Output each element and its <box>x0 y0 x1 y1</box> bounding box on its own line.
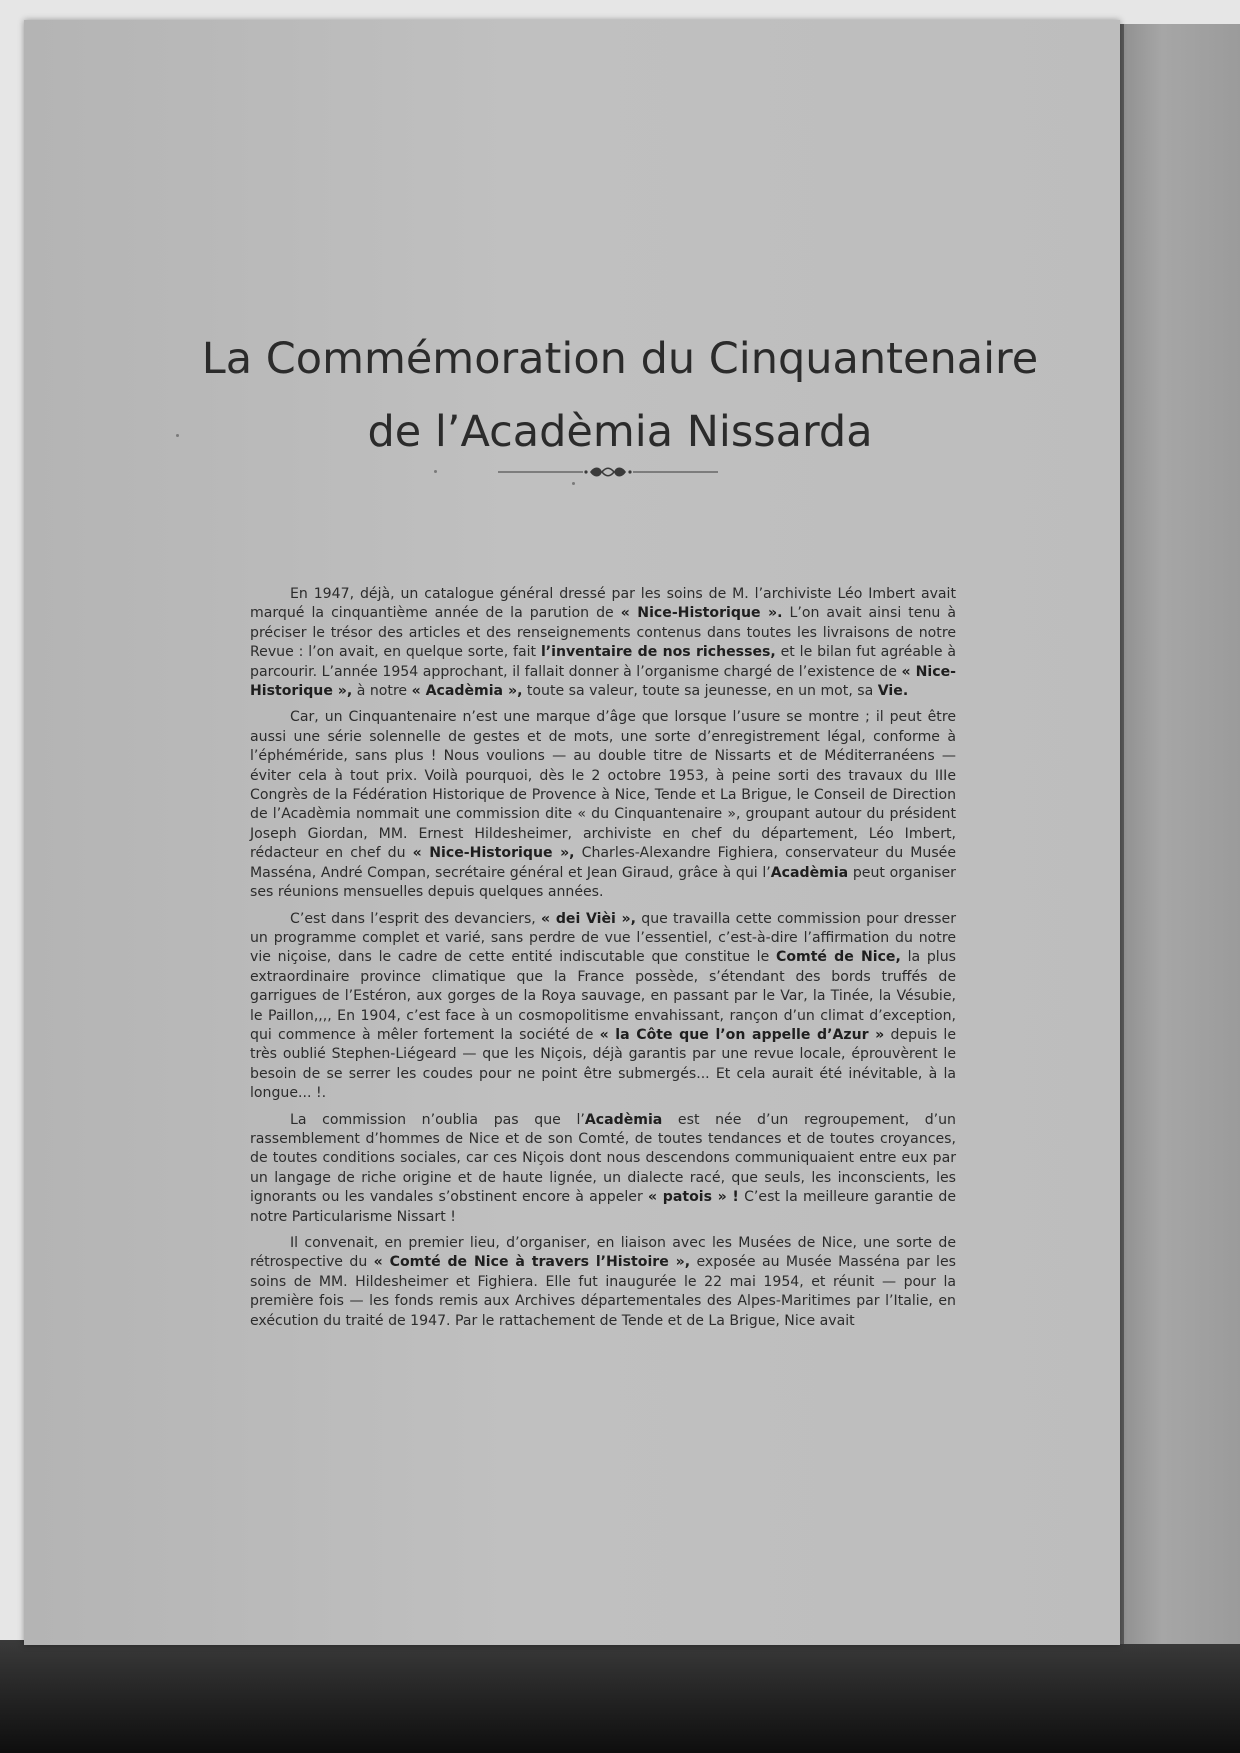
emphasis-text: « la Côte que l’on appelle d’Azur » <box>599 1026 885 1043</box>
body-text-run: à notre <box>352 683 412 700</box>
emphasis-text: « Nice-Historique », <box>412 845 575 862</box>
body-text-run: Il convenait, en premier lieu, d’organiser, en liaison avec les Musées de Nice, une sorte de rétrospective du <box>250 1235 956 1271</box>
paragraph-3 <box>250 910 956 1104</box>
body-text-run: toute sa valeur, toute sa jeunesse, en un mot, sa <box>522 683 878 700</box>
adjacent-page-edge <box>1120 24 1240 1644</box>
body-text-run: peut organiser ses réunions mensuelles depuis quelques années. <box>250 864 956 901</box>
body-text-run: et le bilan fut agréable à parcourir. L’année 1954 approchant, il fallait donner à l’organisme chargé de l’existence de <box>250 644 956 680</box>
body-text-run: Charles-Alexandre Fighiera, conservateur du Musée Masséna, André Compan, secrétaire général et Jean Giraud, grâce à qui l’ <box>250 845 957 881</box>
body-text-run: exposée au Musée Masséna par les soins de MM. Hildesheimer et Fighiera. Elle fut inaugurée le 22 mai 1954, et réunit — pour la première fois — les fonds remis aux Archives départementales des Alpes-Maritimes par l’Italie, en exécution du traité de 1947. Par le rattachement de Tende et de La Brigue, Nice avait <box>250 1254 956 1329</box>
emphasis-text: « patois » ! <box>647 1189 739 1206</box>
paper-speck <box>434 470 437 473</box>
body-text-run: C’est la meilleure garantie de notre Particularisme Nissart ! <box>250 1189 956 1225</box>
article-body <box>250 585 956 1338</box>
title-line-1: La Commémoration du Cinquantenaire <box>201 334 1039 384</box>
paragraph-4 <box>250 1111 956 1227</box>
body-text-run: La commission n’oublia pas que l’ <box>290 1111 585 1128</box>
body-text-run: que travailla cette commission pour dresser un programme complet et varié, sans perdre de vue l’essentiel, c’est-à-dire l’affirmation du notre vie niçoise, dans le cadre de cette entité indiscutable que constitue le <box>250 910 956 966</box>
paper-speck <box>572 482 575 485</box>
body-text-run: En 1947, déjà, un catalogue général dressé par les soins de M. l’archiviste Léo Imbert avait marqué la cinquantième année de la parution de <box>250 586 956 622</box>
emphasis-text: l’inventaire de nos richesses, <box>540 644 776 661</box>
body-text-run: L’on avait ainsi tenu à préciser le trésor des articles et des renseignements contenus dans toutes les livraisons de notre Revue : l’on avait, en quelque sorte, fait <box>250 605 956 661</box>
emphasis-text: Acadèmia <box>770 864 849 881</box>
emphasis-text: « Comté de Nice à travers l’Histoire », <box>373 1254 691 1271</box>
body-text-run: depuis le très oublié Stephen-Liégeard — que les Niçois, déjà garantis par une revue locale, éprouvèrent le besoin de se serrer les coudes pour ne point être submergés... Et cela aurait été inévitable, à la longue... !. <box>250 1026 956 1102</box>
emphasis-text: « Acadèmia », <box>411 683 523 700</box>
body-text-run: est née d’un regroupement, d’un rassemblement d’hommes de Nice et de son Comté, de toutes tendances et de toutes croyances, de toutes conditions sociales, car ces Niçois dont nous descendons communiquaient entre eux par un langage de riche origine et de haute lignée, un dialecte racé, que seuls, les inconscients, les ignorants ou les vandales s’obstinent encore à appeler <box>250 1111 956 1206</box>
decorative-rule-icon <box>498 464 718 480</box>
emphasis-text: « Nice-Historique », <box>250 663 956 700</box>
body-text-run: C’est dans l’esprit des devanciers, <box>290 910 542 927</box>
emphasis-text: « Nice-Historique ». <box>620 605 783 622</box>
body-text-run: la plus extraordinaire province climatique que la France possède, s’étendant des bords truffés de garrigues de l’Estéron, aux gorges de la Roya sauvage, en passant par le Var, la Tinée, la Vésubie, le Paillon,,,, En 1904, c’est face à un cosmopolitisme envahissant, rançon d’un climat d’exception, qui commence à mêler fortement la société de <box>250 949 956 1043</box>
body-text-run: Car, un Cinquantenaire n’est une marque d’âge que lorsque l’usure se montre ; il peut être aussi une série solennelle de gestes et de mots, une sorte d’enregistrement légal, conforme à l’éphéméride, sans plus ! Nous voulions — au double titre de Nissarts et de Méditerranéens — éviter cela à tout prix. Voilà pourquoi, dès le 2 octobre 1953, à peine sorti des travaux du IIIe Congrès de la Fédération Historique de Provence à Nice, Tende et La Brigue, le Conseil de Direction de l’Acadèmia nommait une commission dite « du Cinquantenaire », groupant autour du président Joseph Giordan, MM. Ernest Hildesheimer, archiviste en chef du département, Léo Imbert, rédacteur en chef du <box>250 709 956 862</box>
emphasis-text: Comté de Nice, <box>775 949 901 966</box>
scan-shadow-band <box>0 1640 1240 1753</box>
paragraph-2 <box>250 708 956 902</box>
paragraph-1 <box>250 585 956 701</box>
emphasis-text: « dei Vièi », <box>541 910 636 927</box>
emphasis-text: Vie. <box>877 683 909 700</box>
title-line-2: de l’Acadèmia Nissarda <box>367 407 873 457</box>
paragraph-5 <box>250 1234 956 1331</box>
emphasis-text: Acadèmia <box>584 1111 663 1128</box>
